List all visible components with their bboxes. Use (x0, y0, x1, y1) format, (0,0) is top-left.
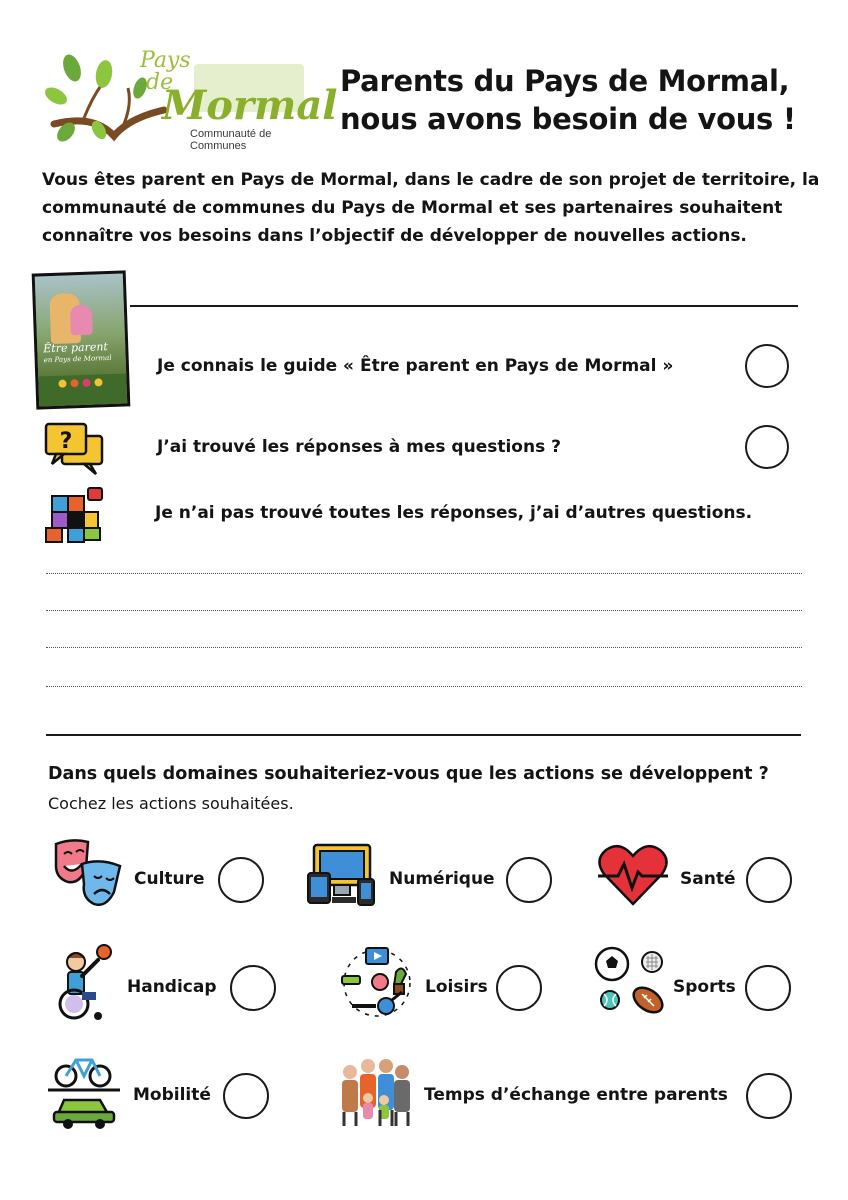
answer-line-2[interactable] (46, 610, 802, 611)
section-divider-middle (46, 734, 801, 736)
guide-cover-title: Être parent (43, 340, 109, 356)
domain-label-loisirs: Loisirs (425, 977, 488, 997)
checkbox-sante[interactable] (746, 857, 792, 903)
wheelchair-icon (54, 944, 112, 1022)
checkbox-echange-parents[interactable] (746, 1073, 792, 1119)
checkbox-handicap[interactable] (230, 965, 276, 1011)
domain-label-mobilite: Mobilité (133, 1085, 211, 1105)
answer-line-4[interactable] (46, 686, 802, 687)
checkbox-answers-found[interactable] (745, 425, 789, 469)
question-other-questions: Je n’ai pas trouvé toutes les réponses, j’ai d’autres questions. (155, 503, 753, 523)
domain-label-handicap: Handicap (127, 977, 217, 997)
domains-title: Dans quels domaines souhaiteriez-vous que les actions se développent ? (48, 764, 769, 784)
checkbox-numerique[interactable] (506, 857, 552, 903)
computer-devices-icon (306, 843, 378, 907)
domain-label-echange-parents: Temps d’échange entre parents (424, 1085, 728, 1105)
logo-subtitle: Communauté de Communes (190, 128, 272, 152)
title-line-1: Parents du Pays de Mormal, (340, 64, 790, 98)
section-divider-top (130, 305, 798, 307)
leisure-icon (340, 946, 414, 1020)
domain-label-sports: Sports (673, 977, 736, 997)
guide-cover-subtitle: en Pays de Mormal (43, 353, 112, 365)
question-guide-known: Je connais le guide « Être parent en Pays de Mormal » (157, 356, 674, 376)
title-line-2: nous avons besoin de vous ! (340, 102, 796, 136)
checkbox-culture[interactable] (218, 857, 264, 903)
domains-subtitle: Cochez les actions souhaitées. (48, 794, 294, 813)
page-title (340, 62, 820, 138)
answer-line-3[interactable] (46, 647, 802, 648)
checkbox-guide-known[interactable] (745, 344, 789, 388)
logo-word-de: de (146, 70, 174, 95)
checkbox-loisirs[interactable] (496, 965, 542, 1011)
domain-label-sante: Santé (680, 869, 736, 889)
checkbox-mobilite[interactable] (223, 1073, 269, 1119)
question-answers-found: J’ai trouvé les réponses à mes questions ? (157, 437, 561, 457)
speech-bubbles-question-icon (44, 422, 106, 476)
family-icon (338, 1056, 412, 1128)
checkbox-sports[interactable] (745, 965, 791, 1011)
guide-cover-image (32, 270, 131, 409)
theater-masks-icon (50, 838, 124, 910)
logo (44, 44, 338, 152)
domain-label-numerique: Numérique (389, 869, 495, 889)
domain-label-culture: Culture (134, 869, 205, 889)
bike-car-icon (48, 1050, 120, 1130)
puzzle-chat-icon (44, 486, 106, 546)
logo-word-mormal: Mormal (162, 82, 338, 129)
logo-word-pays: Pays (140, 48, 191, 73)
sports-balls-icon (594, 946, 668, 1020)
svg-text:?: ? (59, 429, 73, 454)
intro-text: Vous êtes parent en Pays de Mormal, dans le cadre de son projet de territoire, la communauté de communes du Pays de Mormal et ses partenaires souhaitent connaître vos besoins dans l’objectif de développer de nouvelles actions. (42, 170, 820, 246)
answer-line-1[interactable] (46, 573, 802, 574)
heartbeat-icon (596, 842, 670, 906)
